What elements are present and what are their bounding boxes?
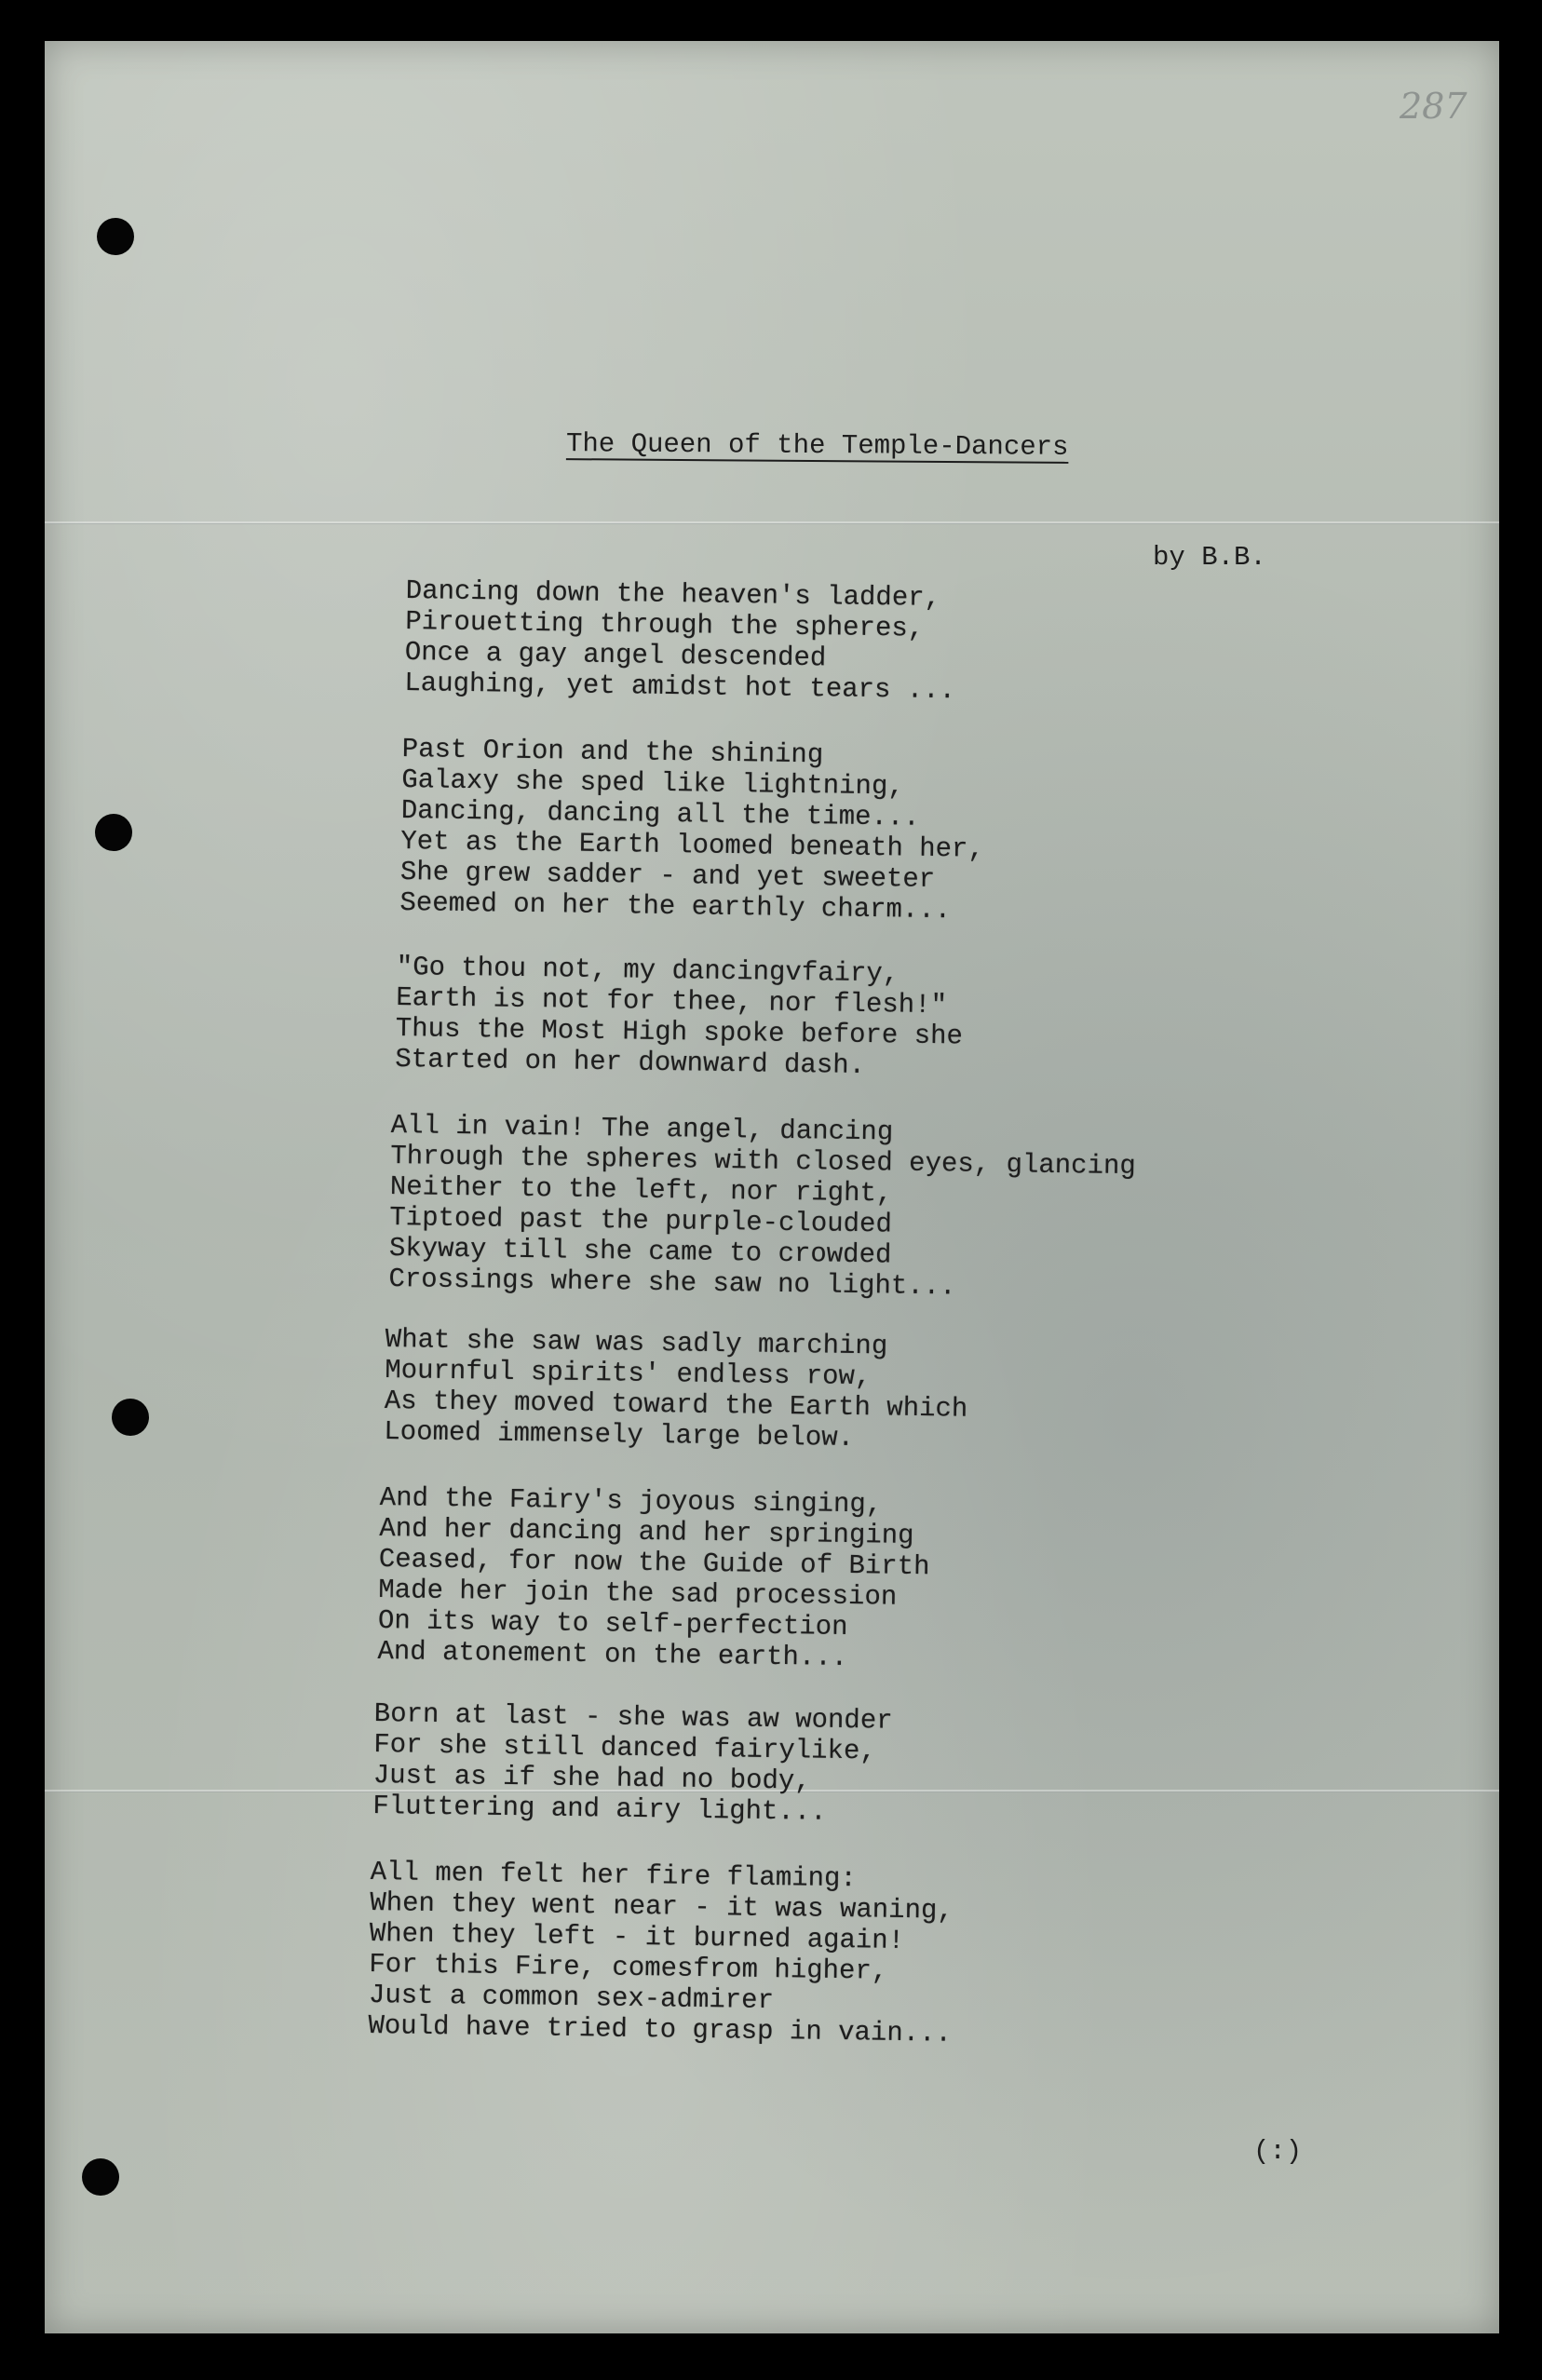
poem-line: Yet as the Earth loomed beneath her, — [400, 825, 985, 865]
poem-line: Tiptoed past the purple-clouded — [389, 1201, 893, 1240]
poem-line: For she still danced fairylike, — [373, 1728, 876, 1767]
poem-line: Would have tried to grasp in vain... — [368, 2009, 953, 2049]
poem-line: As they moved toward the Earth which — [384, 1385, 968, 1425]
page-number: 287 — [1400, 86, 1468, 127]
poem-line: Thus the Most High spoke before she — [395, 1012, 964, 1052]
stanza-2 — [399, 734, 985, 926]
poem-line: And her dancing and her springing — [379, 1512, 914, 1552]
poem-line: Seemed on her the earthly charm... — [399, 886, 952, 926]
poem-line: Through the spheres with closed eyes, glancing — [390, 1140, 1136, 1183]
stanza-7 — [372, 1698, 893, 1829]
poem-line: Dancing down the heaven's ladder, — [405, 575, 941, 615]
poem-line: "Go thou not, my dancingvfairy, — [396, 952, 900, 990]
poem-line: Born at last - she was aw wonder — [373, 1698, 893, 1737]
poem-line: Skyway till she came to crowded — [388, 1232, 892, 1271]
poem-line: And atonement on the earth... — [377, 1635, 848, 1674]
punch-hole — [97, 218, 134, 255]
poem-line: Mournful spirits' endless row, — [385, 1354, 872, 1393]
stanza-6 — [377, 1482, 930, 1674]
poem-line: Ceased, for now the Guide of Birth — [378, 1543, 930, 1583]
poem-line: Fluttering and airy light... — [372, 1790, 827, 1828]
poem-line: When they went near - it was waning, — [370, 1886, 954, 1927]
poem-line: All men felt her fire flaming: — [370, 1857, 858, 1895]
poem-line: Just as if she had no body, — [372, 1759, 811, 1797]
poem-line: Dancing, dancing all the time... — [400, 794, 920, 833]
poem-line: Neither to the left, nor right, — [389, 1170, 893, 1210]
poem-line: For this Fire, comesfrom higher, — [369, 1948, 888, 1987]
poem-line: Loomed immensely large below. — [384, 1415, 855, 1454]
stanza-4 — [388, 1110, 1136, 1305]
stanza-1 — [404, 575, 956, 706]
poem-title: The Queen of the Temple-Dancers — [565, 428, 1069, 463]
poem-line: Earth is not for thee, nor flesh!" — [396, 981, 948, 1021]
poem-line: Once a gay angel descended — [404, 636, 827, 674]
poem-line: Crossings where she saw no light... — [388, 1263, 956, 1303]
poem-line: Started on her downward dash. — [395, 1043, 866, 1082]
stanza-3 — [395, 952, 964, 1082]
punch-hole — [112, 1399, 149, 1436]
stanza-8 — [368, 1857, 954, 2049]
poem-line: Past Orion and the shining — [401, 734, 824, 771]
poem-line: Pirouetting through the spheres, — [405, 605, 925, 644]
poem-line: She grew sadder - and yet sweeter — [399, 856, 936, 896]
poem-line: All in vain! The angel, dancing — [390, 1110, 894, 1148]
poem-line: And the Fairy's joyous singing, — [379, 1482, 883, 1521]
poem-line: On its way to self-perfection — [377, 1604, 848, 1643]
poem-line: Just a common sex-admirer — [368, 1979, 775, 2017]
paper-fold-line — [45, 521, 1499, 524]
poem-line: Laughing, yet amidst hot tears ... — [404, 667, 956, 707]
poem-line: What she saw was sadly marching — [385, 1324, 888, 1362]
poem-byline: by B.B. — [1153, 542, 1266, 573]
poem-line: When they left - it burned again! — [369, 1917, 905, 1957]
punch-hole — [82, 2158, 119, 2196]
end-mark: (:) — [1253, 2136, 1303, 2167]
poem-line: Made her join the sad procession — [378, 1574, 898, 1613]
poem-line: Galaxy she sped like lightning, — [401, 764, 904, 803]
punch-hole — [95, 814, 132, 851]
document-page — [45, 41, 1499, 2333]
stanza-5 — [384, 1324, 968, 1455]
